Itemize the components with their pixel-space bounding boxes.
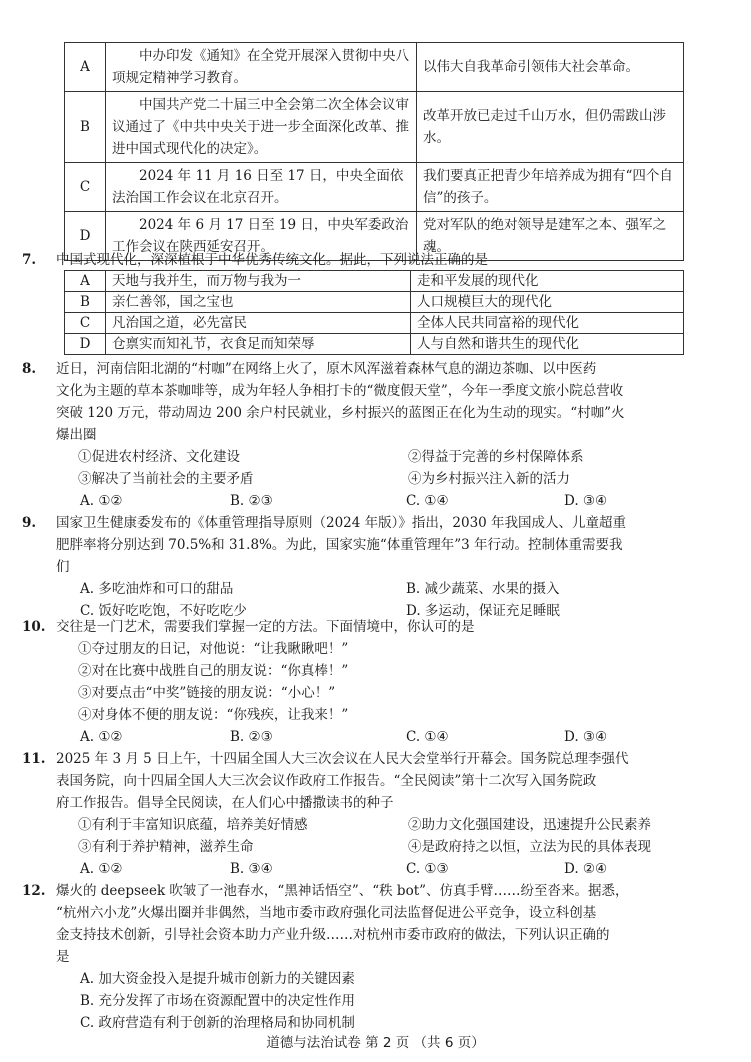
answer-option[interactable]: B. 充分发挥了市场在资源配置中的决定性作用 bbox=[80, 993, 356, 1009]
table-row bbox=[65, 43, 684, 92]
question-text: 中国式现代化，深深植根于中华优秀传统文化。据此，下列说法正确的是 bbox=[56, 252, 488, 268]
option-modernization: 全体人民共同富裕的现代化 bbox=[411, 313, 684, 334]
answer-option[interactable]: D. ②④ bbox=[564, 861, 608, 877]
page-footer: 道德与法治试卷 第 2 页 （共 6 页） bbox=[266, 1035, 485, 1051]
statement-item: ②对在比赛中战胜自己的朋友说：“你真棒！” bbox=[78, 663, 349, 679]
question-text: 交往是一门艺术，需要我们掌握一定的方法。下面情境中，你认可的是 bbox=[56, 619, 475, 635]
option-modernization: 走和平发展的现代化 bbox=[411, 271, 684, 292]
question-line: 府工作报告。倡导全民阅读，在人们心中播撒读书的种子 bbox=[56, 795, 394, 811]
question-number: 8. bbox=[22, 361, 37, 377]
answer-option[interactable]: A. 多吃油炸和可口的甜品 bbox=[80, 581, 234, 597]
option-modernization: 人口规模巨大的现代化 bbox=[411, 292, 684, 313]
statement-item: ②助力文化强国建设，迅速提升公民素养 bbox=[408, 817, 651, 833]
option-key: A bbox=[65, 271, 106, 292]
option-key: C bbox=[65, 163, 106, 212]
option-quote: 仓禀实而知礼节，衣食足而知荣辱 bbox=[106, 334, 411, 355]
question-11 bbox=[22, 748, 714, 880]
answer-option[interactable]: B. 减少蔬菜、水果的摄入 bbox=[406, 581, 560, 597]
answer-option[interactable]: B. ②③ bbox=[230, 493, 273, 509]
answer-option[interactable]: C. 饭好吃吃饱，不好吃吃少 bbox=[80, 603, 247, 619]
statement-item: ①夺过朋友的日记，对他说：“让我瞅瞅吧！” bbox=[78, 641, 349, 657]
answer-option[interactable]: D. ③④ bbox=[564, 493, 608, 509]
question-7-stem bbox=[22, 250, 712, 270]
answer-option[interactable]: C. 政府营造有利于创新的治理格局和协同机制 bbox=[80, 1015, 355, 1031]
question-line: 们 bbox=[56, 559, 70, 575]
question-line: 2025 年 3 月 5 日上午，十四届全国人大三次会议在人民大会堂举行开幕会。国务院总理李强代 bbox=[56, 751, 629, 767]
answer-option[interactable]: C. ①④ bbox=[406, 729, 449, 745]
question-line: 文化为主题的草本茶咖啡等，成为年轻人争相打卡的“微度假天堂”，今年一季度文旅小院总营收 bbox=[56, 383, 624, 399]
option-quote: 亲仁善邻，国之宝也 bbox=[106, 292, 411, 313]
question-line: 爆出圈 bbox=[56, 427, 97, 443]
question-line: “杭州六小龙”火爆出圈并非偶然，当地市委市政府强化司法监督促进公平竞争，设立科创基 bbox=[56, 905, 597, 921]
option-quote: 党对军队的绝对领导是建军之本、强军之魂。 bbox=[417, 212, 684, 261]
answer-option[interactable]: B. ②③ bbox=[230, 729, 273, 745]
answer-option[interactable]: C. ①③ bbox=[406, 861, 449, 877]
answer-option[interactable]: D. 多运动，保证充足睡眠 bbox=[406, 603, 560, 619]
answer-option[interactable]: B. ③④ bbox=[230, 861, 273, 877]
answer-option[interactable]: A. ①② bbox=[80, 729, 123, 745]
option-key: B bbox=[65, 92, 106, 163]
question-line: 爆火的 deepseek 吹皱了一池春水，“黑神话悟空”、“秩 bot”、仿真手臂……纷至沓来。据悉， bbox=[56, 883, 629, 899]
question-line: 突破 120 万元，带动周边 200 余户村民就业，乡村振兴的蓝图正在化为生动的现实。“村咖”火 bbox=[56, 405, 625, 421]
statement-item: ④是政府持之以恒，立法为民的具体表现 bbox=[408, 839, 651, 855]
table-row bbox=[65, 334, 684, 355]
option-quote: 凡治国之道，必先富民 bbox=[106, 313, 411, 334]
statement-item: ④对身体不便的朋友说：“你残疾，让我来！” bbox=[78, 707, 349, 723]
option-event: 2024 年 6 月 17 日至 19 日，中央军委政治工作会议在陕西延安召开。 bbox=[106, 212, 417, 261]
option-quote: 改革开放已走过千山万水，但仍需跋山涉水。 bbox=[417, 92, 684, 163]
question-line: 表国务院，向十四届全国人大三次会议作政府工作报告。“全民阅读”第十二次写入国务院政 bbox=[56, 773, 597, 789]
answer-option[interactable]: A. 加大资金投入是提升城市创新力的关键因素 bbox=[80, 971, 355, 987]
question-number: 9. bbox=[22, 515, 37, 531]
option-key: D bbox=[65, 334, 106, 355]
option-key: B bbox=[65, 292, 106, 313]
question-number: 12. bbox=[22, 883, 46, 899]
question-line: 国家卫生健康委发布的《体重管理指导原则（2024 年版）》指出，2030 年我国成人、儿童超重 bbox=[56, 515, 627, 531]
option-modernization: 人与自然和谐共生的现代化 bbox=[411, 334, 684, 355]
question-9 bbox=[22, 512, 714, 622]
statement-item: ④为乡村振兴注入新的活力 bbox=[408, 471, 570, 487]
option-event: 中国共产党二十届三中全会第二次全体会议审议通过了《中共中央关于进一步全面深化改革、推进中国式现代化的决定》。 bbox=[106, 92, 417, 163]
question-number: 7. bbox=[22, 252, 37, 268]
question-line: 金支持技术创新，引导社会资本助力产业升级……对杭州市委市政府的做法，下列认识正确的 bbox=[56, 927, 610, 943]
question-12 bbox=[22, 880, 714, 1034]
option-quote: 以伟大自我革命引领伟大社会革命。 bbox=[417, 43, 684, 92]
table-row bbox=[65, 292, 684, 313]
table-row bbox=[65, 313, 684, 334]
answer-option[interactable]: C. ①④ bbox=[406, 493, 449, 509]
option-event: 中办印发《通知》在全党开展深入贯彻中央八项规定精神学习教育。 bbox=[106, 43, 417, 92]
question-number: 11. bbox=[22, 751, 46, 767]
option-key: C bbox=[65, 313, 106, 334]
option-quote: 天地与我并生，而万物与我为一 bbox=[106, 271, 411, 292]
statement-item: ②得益于完善的乡村保障体系 bbox=[408, 449, 584, 465]
answer-option[interactable]: A. ①② bbox=[80, 493, 123, 509]
statement-item: ③对要点击“中奖”链接的朋友说：“小心！” bbox=[78, 685, 336, 701]
question-line: 近日，河南信阳北湖的“村咖”在网络上火了，原木风浑滋着森林气息的湖边茶咖、以中医药 bbox=[56, 361, 597, 377]
q6-options-table bbox=[64, 42, 684, 261]
option-event: 2024 年 11 月 16 日至 17 日，中央全面依法治国工作会议在北京召开。 bbox=[106, 163, 417, 212]
statement-item: ①促进农村经济、文化建设 bbox=[78, 449, 240, 465]
table-row bbox=[65, 92, 684, 163]
option-key: D bbox=[65, 212, 106, 261]
option-quote: 我们要真正把青少年培养成为拥有“四个自信”的孩子。 bbox=[417, 163, 684, 212]
question-line: 是 bbox=[56, 949, 70, 965]
table-row bbox=[65, 271, 684, 292]
question-number: 10. bbox=[22, 619, 46, 635]
answer-option[interactable]: A. ①② bbox=[80, 861, 123, 877]
question-8 bbox=[22, 358, 714, 512]
answer-option[interactable]: D. ③④ bbox=[564, 729, 608, 745]
statement-item: ①有利于丰富知识底蕴，培养美好情感 bbox=[78, 817, 308, 833]
option-key: A bbox=[65, 43, 106, 92]
question-10 bbox=[22, 616, 714, 748]
table-row bbox=[65, 163, 684, 212]
question-line: 肥胖率将分别达到 70.5%和 31.8%。为此，国家实施“体重管理年”3 年行动。控制体重需要我 bbox=[56, 537, 623, 553]
q7-options-table bbox=[64, 270, 684, 355]
statement-item: ③有利于养护精神，滋养生命 bbox=[78, 839, 254, 855]
statement-item: ③解决了当前社会的主要矛盾 bbox=[78, 471, 254, 487]
